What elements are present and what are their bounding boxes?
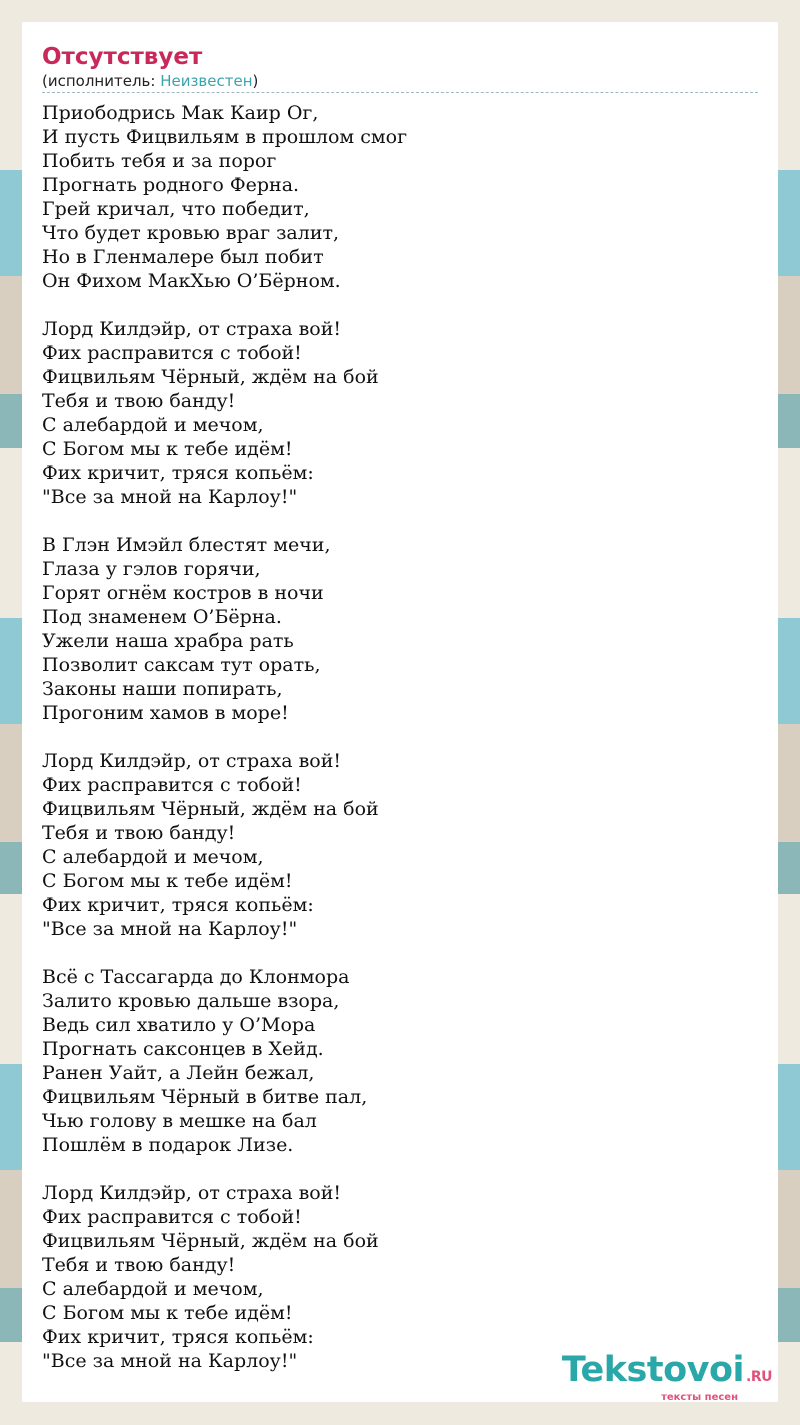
logo-name: Tekstovoi xyxy=(561,1350,745,1390)
logo-wordmark xyxy=(562,1352,772,1395)
lyrics-card xyxy=(22,22,778,1402)
artist-link[interactable]: Неизвестен xyxy=(160,72,253,90)
lyrics-text: Приободрись Мак Каир Ог, И пусть Фицвильям в прошлом смог Побить тебя и за порог Прогнать родного Ферна. Грей кричал, что победит, Что будет кровью враг залит, Но в Гленмалере был побит Он Фихом МакХью О’Бёрном. Лорд Килдэйр, от страха вой! Фих расправится с тобой! Фицвильям Чёрный, ждём на бой Тебя и твою банду! С алебардой и мечом, С Богом мы к тебе идём! Фих кричит, тряся копьём: "Все за мной на Карлоу!" В Глэн Имэйл блестят мечи, Глаза у гэлов горячи, Горят огнём костров в ночи Под знаменем О’Бёрна. Ужели наша храбра рать Позволит саксам тут орать, Законы наши попирать, Прогоним хамов в море! Лорд Килдэйр, от страха вой! Фих расправится с тобой! Фицвильям Чёрный, ждём на бой Тебя и твою банду! С алебардой и мечом, С Богом мы к тебе идём! Фих кричит, тряся копьём: "Все за мной на Карлоу!" Всё с Тассагарда до Клонмора Залито кровью дальше взора, Ведь сил хватило у О’Мора Прогнать саксонцев в Хейд. Ранен Уайт, а Лейн бежал, Фицвильям Чёрный в битве пал, Чью голову в мешке на бал Пошлём в подарок Лизе. Лорд Килдэйр, от страха вой! Фих расправится с тобой! Фицвильям Чёрный, ждём на бой Тебя и твою банду! С алебардой и мечом, С Богом мы к тебе идём! Фих кричит, тряся копьём: "Все за мной на Карлоу!" xyxy=(42,102,408,1372)
artist-line xyxy=(42,72,758,93)
song-title: Отсутствует xyxy=(42,44,203,70)
logo-tagline: тексты песен xyxy=(661,1392,738,1403)
logo-tld: .RU xyxy=(746,1369,772,1385)
site-logo[interactable] xyxy=(562,1352,772,1403)
artist-suffix: ) xyxy=(252,72,259,90)
artist-prefix: (исполнитель: xyxy=(42,72,161,90)
